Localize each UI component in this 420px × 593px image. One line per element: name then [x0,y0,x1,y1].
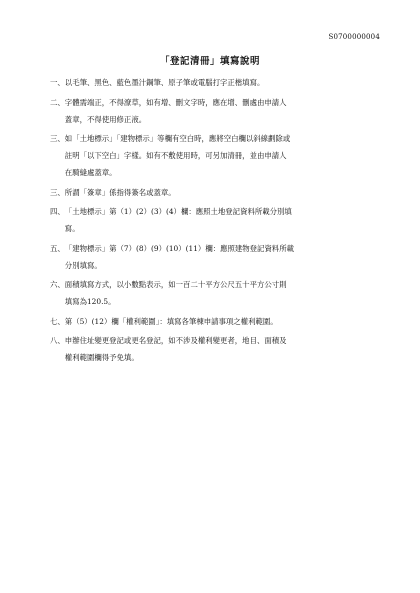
list-item [50,184,380,201]
list-item [50,74,380,91]
item-line: 以毛筆、黑色、藍色墨汁鋼筆、原子筆或電腦打字正楷填寫。 [64,78,265,87]
item-text [65,240,380,274]
item-line: 所謂「簽章」係指得簽名或蓋章。 [64,187,176,197]
item-text [65,130,380,181]
item-line: 權利範圍欄得予免填。 [64,353,139,362]
item-line: 註明「以下空白」字樣。如有不敷使用時，可另加清冊，並由申請人 [64,151,287,160]
item-number: 五、 [50,243,65,253]
instruction-list [50,74,380,369]
document-code: S0700000004 [328,33,380,41]
item-number: 六、 [50,280,65,289]
list-item [50,203,380,237]
item-number: 三、 [50,134,65,143]
item-text [65,184,380,201]
document-title: 「登記清冊」填寫說明 [159,56,260,67]
item-line: 字體需端正，不得潦草，如有增、刪文字時，應在增、刪處由申請人 [64,97,287,107]
item-text [65,203,380,237]
list-item [50,313,380,330]
list-item [50,332,380,366]
item-line: 蓋章，不得使用修正液。 [64,114,147,124]
list-item [50,94,380,128]
item-line: 「建物標示」第（7）(8）(9）(10）(11）欄：應照建物登記資料所載 [64,243,295,253]
item-text [65,94,380,128]
item-number: 三、 [50,187,65,197]
item-text [65,313,380,330]
item-line: 寫。 [64,224,80,233]
item-number: 八、 [50,336,65,345]
item-number: 二、 [50,97,65,107]
item-text [65,74,380,91]
item-number: 一、 [50,78,65,87]
item-line: 在騎縫處蓋章。 [64,168,117,177]
item-number: 四、 [50,207,65,216]
item-number: 七、 [50,316,65,326]
list-item [50,276,380,310]
item-line: 如「土地標示」「建物標示」等欄有空白時，應將空白欄以斜線劃除或 [64,134,291,143]
item-line: 分別填寫。 [64,260,102,270]
item-line: 填寫為120.5。 [64,297,116,306]
list-item [50,130,380,181]
item-text [65,332,380,366]
item-line: 面積填寫方式，以小數點表示，如一百二十平方公尺五十平方公寸則 [64,280,287,289]
list-item [50,240,380,274]
item-line: 「土地標示」第（1）(2）(3）(4）欄：應照土地登記資料所載分別填 [64,207,292,216]
item-line: 申辦住址變更登記或更名登記，如不涉及權利變更者，地目、面積及 [64,336,287,345]
item-line: 第（5）(12）欄「權利範圍」：填寫各筆棟申請事項之權利範圍。 [64,316,278,326]
item-text [65,276,380,310]
